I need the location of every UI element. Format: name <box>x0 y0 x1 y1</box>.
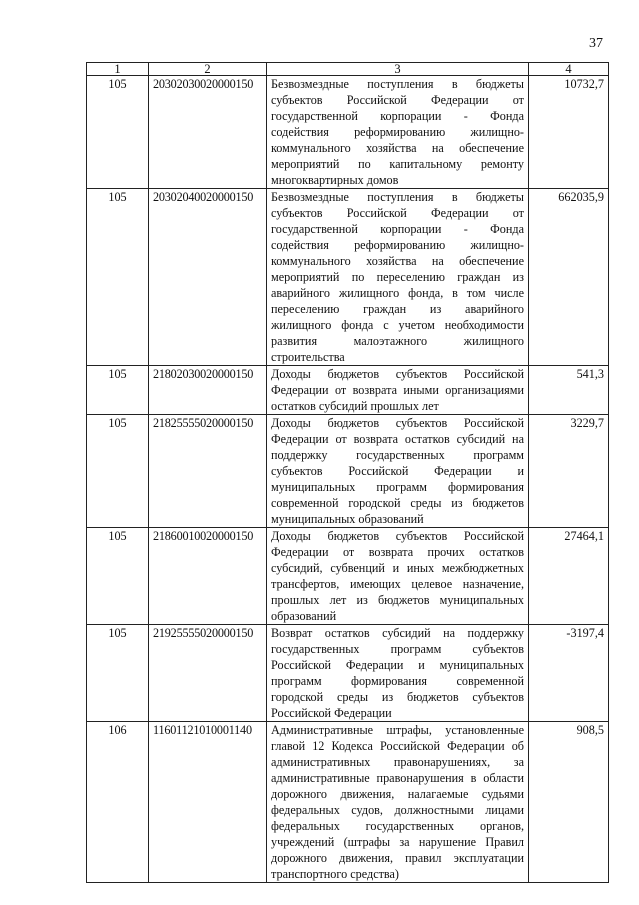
table-row <box>87 722 609 883</box>
header-col-2: 2 <box>149 63 267 76</box>
page-number: 37 <box>589 36 603 51</box>
budget-code-cell: 21802030020000150 <box>149 366 267 415</box>
description-cell: Возврат остатков субсидий на поддержку государственных программ субъектов Российской Федерации и муниципальных программ формирования современной городской среды из бюджетов субъектов Российской Федерации <box>267 625 529 722</box>
table-row <box>87 189 609 366</box>
admin-code-cell: 105 <box>87 366 149 415</box>
table-row <box>87 366 609 415</box>
budget-code-cell: 21860010020000150 <box>149 528 267 625</box>
budget-code-cell: 20302040020000150 <box>149 189 267 366</box>
admin-code-cell: 105 <box>87 625 149 722</box>
admin-code-cell: 105 <box>87 76 149 189</box>
admin-code-cell: 105 <box>87 189 149 366</box>
amount-cell: 3229,7 <box>529 415 609 528</box>
description-cell: Доходы бюджетов субъектов Российской Федерации от возврата остатков субсидий на поддержку государственных программ субъектов Российской Федерации и муниципальных программ формирования современной городской среды из бюджетов муниципальных образований <box>267 415 529 528</box>
admin-code-cell: 105 <box>87 528 149 625</box>
table-row <box>87 625 609 722</box>
admin-code-cell: 105 <box>87 415 149 528</box>
budget-code-cell: 20302030020000150 <box>149 76 267 189</box>
budget-code-cell: 11601121010001140 <box>149 722 267 883</box>
description-cell: Доходы бюджетов субъектов Российской Федерации от возврата прочих остатков субсидий, субвенций и иных межбюджетных трансфертов, имеющих целевое назначение, прошлых лет из бюджетов муниципальных образований <box>267 528 529 625</box>
header-col-4: 4 <box>529 63 609 76</box>
table-header <box>87 63 609 76</box>
amount-cell: 908,5 <box>529 722 609 883</box>
description-cell: Административные штрафы, установленные главой 12 Кодекса Российской Федерации об административных правонарушениях, за административные правонарушения в области дорожного движения, налагаемые судьями федеральных судов, должностными лицами федеральных государственных органов, учреждений (штрафы за нарушение Правил дорожного движения, правил эксплуатации транспортного средства) <box>267 722 529 883</box>
budget-code-cell: 21925555020000150 <box>149 625 267 722</box>
description-cell: Безвозмездные поступления в бюджеты субъектов Российской Федерации от государственной корпорации - Фонда содействия реформированию жилищно-коммунального хозяйства на обеспечение мероприятий по капитальному ремонту многоквартирных домов <box>267 76 529 189</box>
table-row <box>87 528 609 625</box>
description-cell: Доходы бюджетов субъектов Российской Федерации от возврата иными организациями остатков субсидий прошлых лет <box>267 366 529 415</box>
admin-code-cell: 106 <box>87 722 149 883</box>
table-row <box>87 76 609 189</box>
table-body <box>87 76 609 883</box>
description-cell: Безвозмездные поступления в бюджеты субъектов Российской Федерации от государственной корпорации - Фонда содействия реформированию жилищно-коммунального хозяйства на обеспечение мероприятий по переселению граждан из аварийного жилищного фонда, в том числе переселению граждан из аварийного жилищного фонда с учетом необходимости развития малоэтажного жилищного строительства <box>267 189 529 366</box>
revenue-table <box>86 62 609 883</box>
amount-cell: 10732,7 <box>529 76 609 189</box>
table-row <box>87 415 609 528</box>
budget-code-cell: 21825555020000150 <box>149 415 267 528</box>
header-col-3: 3 <box>267 63 529 76</box>
header-row <box>87 63 609 76</box>
amount-cell: 27464,1 <box>529 528 609 625</box>
amount-cell: -3197,4 <box>529 625 609 722</box>
amount-cell: 541,3 <box>529 366 609 415</box>
amount-cell: 662035,9 <box>529 189 609 366</box>
header-col-1: 1 <box>87 63 149 76</box>
